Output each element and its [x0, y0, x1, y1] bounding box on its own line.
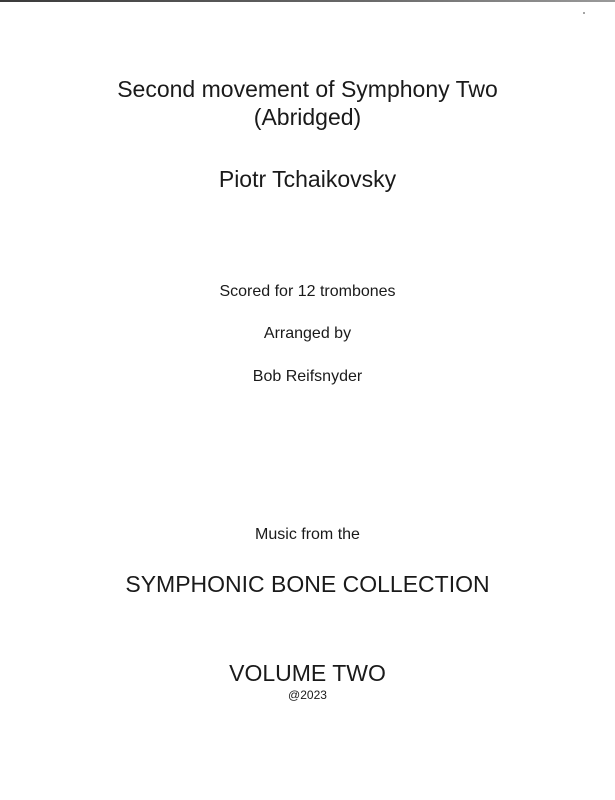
volume-label: VOLUME TWO — [229, 660, 386, 686]
composer-name: Piotr Tchaikovsky — [218, 166, 397, 192]
scoring-text: Scored for 12 trombones — [219, 283, 396, 300]
music-from-label: Music from the — [255, 526, 360, 543]
scan-top-edge — [0, 0, 615, 2]
title-line-1: Second movement of Symphony Two — [117, 76, 498, 102]
copyright-text: @2023 — [288, 688, 327, 702]
collection-title: SYMPHONIC BONE COLLECTION — [125, 571, 490, 597]
scan-speck — [583, 12, 585, 14]
arranger-name: Bob Reifsnyder — [252, 368, 363, 385]
arranged-by-label: Arranged by — [263, 325, 352, 342]
title-line-2: (Abridged) — [253, 104, 362, 130]
